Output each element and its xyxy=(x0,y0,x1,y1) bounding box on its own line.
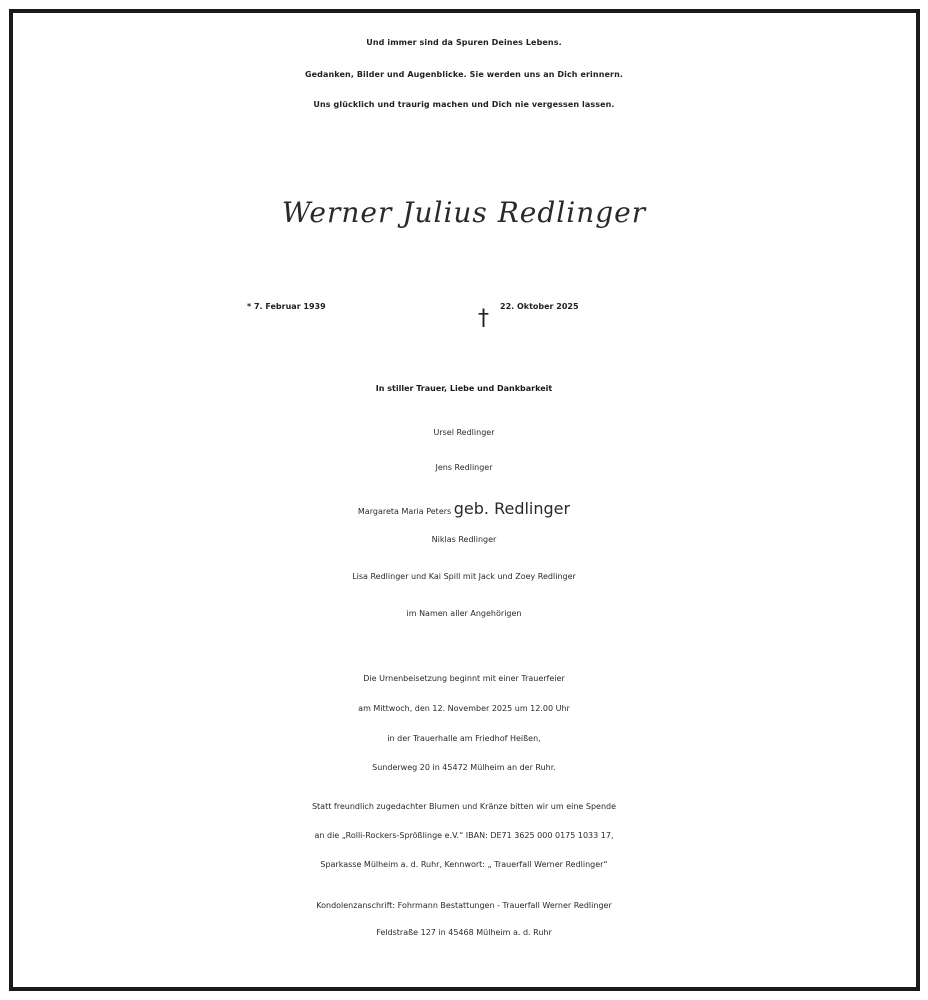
mourner-2: Jens Redlinger xyxy=(435,463,493,472)
poem-line-3: Uns glücklich und traurig machen und Dich nie vergessen lassen. xyxy=(313,100,615,109)
ceremony-line-2: am Mittwoch, den 12. November 2025 um 12.00 Uhr xyxy=(358,704,570,713)
mourner-4: Niklas Redlinger xyxy=(431,535,497,544)
deceased-name: Werner Julius Redlinger xyxy=(281,196,647,229)
maiden-name: geb. Redlinger xyxy=(453,499,571,518)
poem-line-1: Und immer sind da Spuren Deines Lebens. xyxy=(366,38,562,47)
mourning-footer: im Namen aller Angehörigen xyxy=(406,609,522,618)
donation-line-2: an die „Rolli-Rockers-Sprößlinge e.V.“ IBAN: DE71 3625 000 0175 1033 17, xyxy=(314,831,614,840)
ceremony-line-3: in der Trauerhalle am Friedhof Heißen, xyxy=(387,734,541,743)
mourner-5: Lisa Redlinger und Kai Spill mit Jack und Zoey Redlinger xyxy=(352,572,576,581)
birth-date: * 7. Februar 1939 xyxy=(247,302,326,311)
condolence-line-2: Feldstraße 127 in 45468 Mülheim a. d. Ruhr xyxy=(376,928,552,937)
donation-line-3: Sparkasse Mülheim a. d. Ruhr, Kennwort: „ Trauerfall Werner Redlinger“ xyxy=(320,860,608,869)
death-date: 22. Oktober 2025 xyxy=(500,302,579,311)
donation-line-1: Statt freundlich zugedachter Blumen und Kränze bitten wir um eine Spende xyxy=(311,802,617,811)
mourner-1: Ursel Redlinger xyxy=(433,428,495,437)
ceremony-line-4: Sunderweg 20 in 45472 Mülheim an der Ruhr. xyxy=(372,763,556,772)
condolence-line-1: Kondolenzanschrift: Fohrmann Bestattungen - Trauerfall Werner Redlinger xyxy=(316,901,612,910)
mourner-3-name: Margareta Maria Peters xyxy=(357,507,452,516)
poem-line-2: Gedanken, Bilder und Augenblicke. Sie werden uns an Dich erinnern. xyxy=(304,70,623,79)
mourner-3 xyxy=(0,499,928,518)
mourning-heading: In stiller Trauer, Liebe und Dankbarkeit xyxy=(375,384,553,393)
ceremony-line-1: Die Urnenbeisetzung beginnt mit einer Trauerfeier xyxy=(363,674,565,683)
life-dates xyxy=(0,302,928,332)
cross-icon: † xyxy=(478,306,489,331)
